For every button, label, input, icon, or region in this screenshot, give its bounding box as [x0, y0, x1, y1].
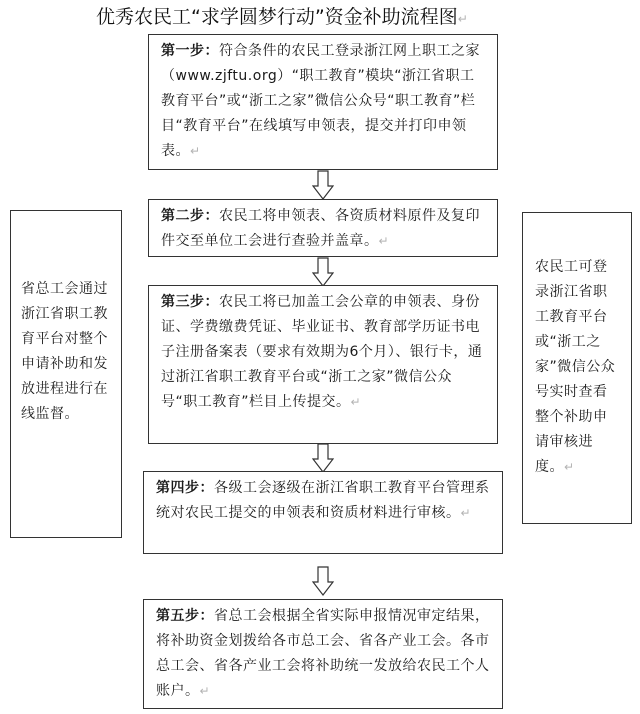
step-4-label: 第四步： [156, 480, 214, 496]
left-note-text: 省总工会通过浙江省职工教育平台对整个申请补助和发放进程进行在线监督。 [21, 281, 108, 422]
down-arrow-icon [312, 170, 334, 200]
step-5-text: 省总工会根据全省实际申报情况审定结果，将补助资金划拨给各市总工会、省各产业工会。各市总工会、省各产业工会将补助统一发放给农民工个人账户。 [156, 608, 490, 699]
title-text: 优秀农民工“求学圆梦行动”资金补助流程图 [96, 6, 458, 28]
step-2-text: 农民工将申领表、各资质材料原件及复印件交至单位工会进行查验并盖章。 [161, 208, 480, 249]
step-2-box [148, 199, 498, 257]
paragraph-mark-icon: ↵ [378, 234, 390, 248]
step-4-text: 各级工会逐级在浙江省职工教育平台管理系统对农民工提交的申领表和资质材料进行审核。 [156, 480, 490, 521]
paragraph-mark-icon: ↵ [564, 460, 575, 474]
paragraph-mark-icon: ↵ [190, 144, 201, 158]
step-3-box [148, 285, 498, 444]
step-2-label: 第二步： [161, 208, 219, 224]
step-3-text: 农民工将已加盖工会公章的申领表、身份证、学费缴费凭证、毕业证书、教育部学历证书电子注册备案表（要求有效期为6个月）、银行卡，通过浙江省职工教育平台或“浙工之家”微信公众号“职工教育”栏目上传提交。 [161, 294, 483, 410]
down-arrow-icon [312, 566, 334, 596]
step-4-box [143, 471, 503, 554]
paragraph-mark-icon: ↵ [350, 395, 362, 409]
paragraph-mark-icon: ↵ [457, 12, 468, 26]
down-arrow-icon [312, 443, 334, 473]
step-1-label: 第一步： [161, 43, 219, 59]
paragraph-mark-icon: ↵ [460, 506, 472, 520]
right-progress-note [522, 212, 632, 524]
diagram-title [96, 4, 546, 30]
down-arrow-icon [312, 257, 334, 287]
step-3-label: 第三步： [161, 294, 219, 310]
step-1-text: 符合条件的农民工登录浙江网上职工之家（www.zjftu.org）“职工教育”模块“浙江省职工教育平台”或“浙工之家”微信公众号“职工教育”栏目“教育平台”在线填写申领表，提交并打印申领表。 [161, 43, 480, 159]
left-supervision-note [10, 210, 122, 538]
step-1-box [148, 34, 498, 170]
step-5-box [143, 599, 503, 709]
right-note-text: 农民工可登录浙江省职工教育平台或“浙工之家”微信公众号实时查看整个补助申请审核进度。 [535, 259, 616, 475]
step-5-label: 第五步： [156, 608, 214, 624]
paragraph-mark-icon: ↵ [199, 684, 211, 698]
